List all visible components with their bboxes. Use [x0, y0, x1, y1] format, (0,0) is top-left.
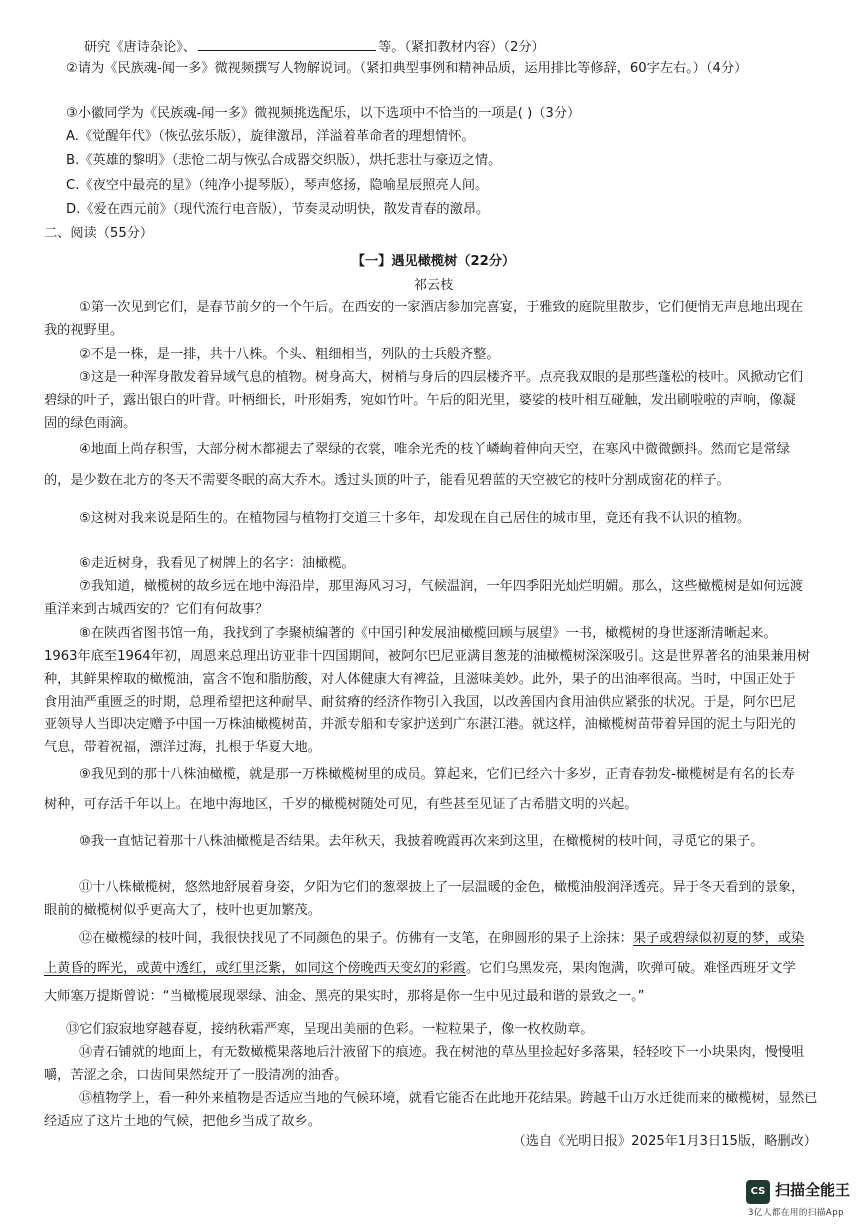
- q1-text-a: 研究《唐诗杂论》: [84, 40, 183, 55]
- p12-text: ⑫在橄榄绿的枝叶间，我很快找见了不同颜色的果子。仿佛有一支笔，在卵圆形的果子上涂抹：: [79, 931, 633, 946]
- p3-line: 碧绿的叶子，露出银白的叶背。叶柄细长，叶形娟秀，宛如竹叶。午后的阳光里，婆娑的枝叶相互碰触，发出刷啦啦的声响，像凝: [44, 393, 796, 408]
- p8-line: 亚领导人当即决定赠予中国一万株油橄榄树苗，并派专船和专家护送到广东湛江港。就这样，油橄榄树苗带着异国的泥土与阳光的: [44, 717, 796, 732]
- option-b: B.《英雄的黎明》（悲怆二胡与恢弘合成器交织版），烘托悲壮与豪迈之情。: [66, 153, 502, 168]
- question-2: ②请为《民族魂-闻一多》微视频撰写人物解说词。（紧扣典型事例和精神品质，运用排比等修辞，60字左右。）（4分）: [66, 61, 748, 76]
- p15-line: ⑮植物学上，看一种外来植物是否适应当地的气候环境，就看它能否在此地开花结果。跨越千山万水迁徙而来的橄榄树，显然已: [79, 1091, 818, 1106]
- paragraph-2: ②不是一株，是一排，共十八株。个头、粗细相当，列队的士兵般齐整。: [79, 347, 500, 362]
- p8-line: 种，其鲜果榨取的橄榄油，富含不饱和脂肪酸，对人体健康大有裨益，且滋味美妙。此外，果子的出油率很高。当时，中国正处于: [44, 672, 796, 687]
- p3-line: 固的绿色雨滴。: [44, 416, 137, 431]
- scanner-logo-icon: CS: [746, 1180, 770, 1204]
- p9-line: ⑨我见到的那十八株油橄榄，就是那一万株橄榄树里的成员。算起来，它们已经六十多岁，正青春勃发-橄榄树是有名的长寿: [79, 767, 795, 782]
- question-3: ③小徽同学为《民族魂-闻一多》微视频挑选配乐，以下选项中不恰当的一项是( )（3分）: [66, 106, 581, 121]
- p1-line: ①第一次见到它们，是春节前夕的一个午后。在西安的一家酒店参加完喜宴，于雅致的庭院里散步，它们便悄无声息地出现在: [79, 300, 803, 315]
- p12-line: 大师塞万提斯曾说：“当橄榄展现翠绿、油金、黑亮的果实时，那将是你一生中见过最和谐的景致之一。”: [44, 989, 645, 1004]
- p4-line: 的，是少数在北方的冬天不需要冬眠的高大乔木。透过头顶的叶子，能看见碧蓝的天空被它的枝叶分割成窗花的样子。: [44, 473, 730, 488]
- paragraph-5: ⑤这树对我来说是陌生的。在植物园与植物打交道三十多年，却发现在自己居住的城市里，竟还有我不认识的植物。: [79, 511, 751, 526]
- p8-line: ⑧在陕西省图书馆一角，我找到了李聚桢编著的《中国引种发展油橄榄回顾与展望》一书，橄榄树的身世逐渐清晰起来。: [79, 626, 777, 641]
- p1-line: 我的视野里。: [44, 323, 124, 338]
- p8-line: 气息，带着祝福，漂洋过海，扎根于华夏大地。: [44, 740, 321, 755]
- p8-line: 1963年底至1964年初，周恩来总理出访亚非十四国期间，被阿尔巴尼亚满目葱茏的油橄榄树深深吸引。这是世界著名的油果兼用树: [44, 649, 811, 664]
- p7-line: ⑦我知道，橄榄树的故乡远在地中海沿岸，那里海风习习，气候温润，一年四季阳光灿烂明媚。那么，这些橄榄树是如何远渡: [79, 579, 803, 594]
- scanner-tagline: 3亿人都在用的扫描App: [748, 1208, 845, 1218]
- scanner-brand: 扫描全能王: [775, 1181, 851, 1199]
- option-a: A.《觉醒年代》（恢弘弦乐版），旋律激昂，洋溢着革命者的理想情怀。: [66, 129, 475, 144]
- p12-line: [44, 960, 796, 978]
- p7-line: 重洋来到古城西安的？它们有何故事？: [44, 602, 269, 617]
- p11-line: 眼前的橄榄树似乎更高大了，枝叶也更加繁茂。: [44, 903, 321, 918]
- option-c: C.《夜空中最亮的星》（纯净小提琴版），琴声悠扬，隐喻星辰照亮人间。: [66, 178, 489, 193]
- p8-line: 食用油严重匮乏的时期，总理希望把这种耐旱、耐贫瘠的经济作物引入我国，以改善国内食用油供应紧张的状况。于是，阿尔巴尼: [44, 695, 796, 710]
- option-d: D.《爱在西元前》（现代流行电音版），节奏灵动明快，散发青春的激昂。: [66, 202, 490, 217]
- p15-line: 经适应了这片土地的气候，把他乡当成了故乡。: [44, 1114, 321, 1129]
- p9-line: 树种，可存活千年以上。在地中海地区，千岁的橄榄树随处可见，有些甚至见证了古希腊文明的兴起。: [44, 797, 638, 812]
- p12-underlined-text: 上黄昏的晖光，或黄中透红，或红里泛紫，如同这个傍晚西天变幻的彩霞: [44, 961, 466, 976]
- p3-line: ③这是一种浑身散发着异域气息的植物。树身高大，树梢与身后的四层楼齐平。点亮我双眼的是那些蓬松的枝叶。风掀动它们: [79, 370, 803, 385]
- p11-line: ⑪十八株橄榄树，悠然地舒展着身姿，夕阳为它们的葱翠披上了一层温暖的金色，橄榄油般润泽透亮。异于冬天看到的景象，: [79, 880, 805, 895]
- question-line-1: [84, 38, 545, 57]
- paragraph-13: ⑬它们寂寂地穿越春夏，接纳秋霜严寒，呈现出美丽的色彩。一粒粒果子，像一枚枚勋章。: [66, 1022, 594, 1037]
- p4-line: ④地面上尚存积雪，大部分树木都褪去了翠绿的衣裳，唯余光秃的枝丫嶙峋着伸向天空，在寒风中微微颤抖。然而它是常绿: [79, 442, 790, 457]
- section-heading: 二、阅读（55分）: [44, 226, 154, 241]
- p14-line: 嚼，苦涩之余，口齿间果然绽开了一股清冽的油香。: [44, 1068, 348, 1083]
- article-title: 【一】遇见橄榄树（22分）: [351, 254, 516, 269]
- p12-text: 。它们乌黑发亮，果肉饱满，吹弹可破。难怪西班牙文学: [466, 961, 796, 976]
- p14-line: ⑭青石铺就的地面上，有无数橄榄果落地后汁液留下的痕迹。我在树池的草丛里捡起好多落果，轻轻咬下一小块果肉，慢慢咀: [79, 1045, 805, 1060]
- paragraph-10: ⑩我一直惦记着那十八株油橄榄是否结果。去年秋天，我披着晚霞再次来到这里，在橄榄树的枝叶间，寻觅它的果子。: [79, 834, 764, 849]
- article-author: 祁云枝: [413, 278, 454, 293]
- paragraph-6: ⑥走近树身，我看见了树牌上的名字：油橄榄。: [79, 556, 355, 571]
- article-source: （选自《光明日报》2025年1月3日15版，略删改）: [512, 1134, 817, 1149]
- q1-text-c: 等。（紧扣教材内容）（2分）: [378, 40, 545, 55]
- q1-text-b: 、: [182, 40, 197, 55]
- p12-line: [79, 930, 804, 948]
- answer-blank[interactable]: [198, 38, 376, 51]
- p12-underlined-text: 果子或碧绿似初夏的梦，或染: [632, 931, 805, 946]
